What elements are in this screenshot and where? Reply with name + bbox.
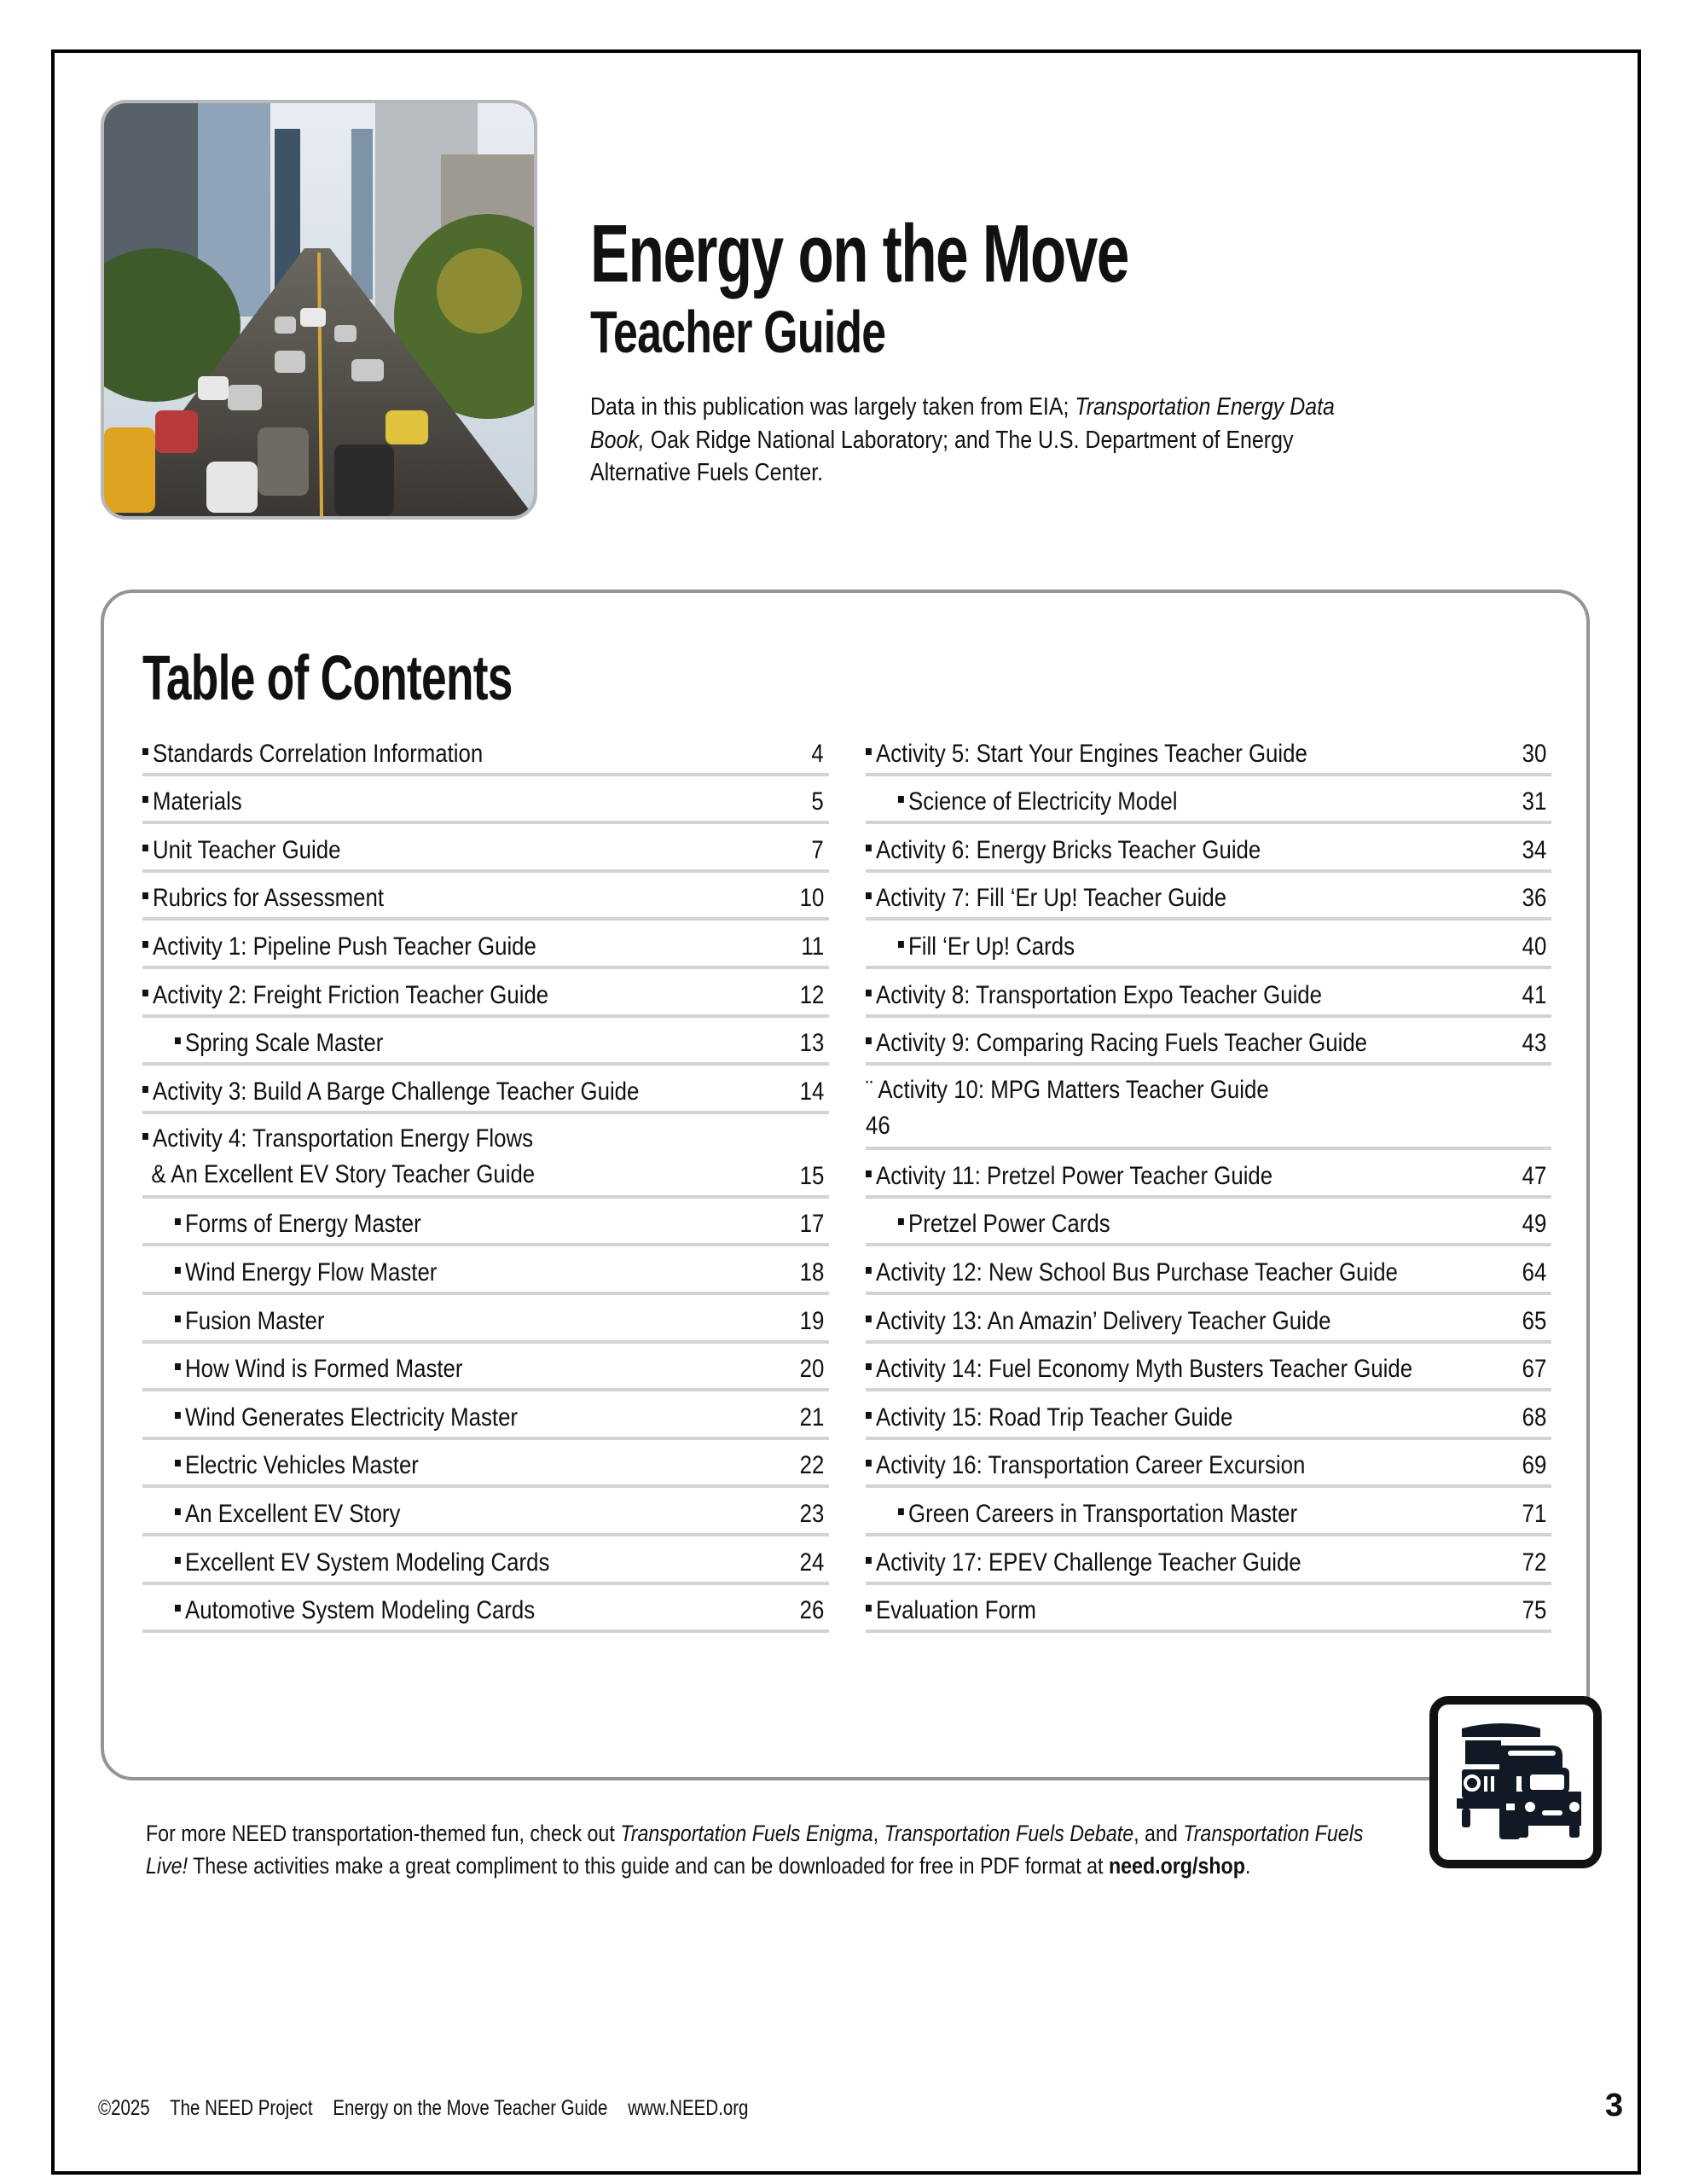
bullet-icon bbox=[175, 1267, 181, 1274]
toc-entry-page: 4 bbox=[811, 739, 824, 768]
bullet-icon bbox=[175, 1557, 181, 1564]
toc-entry-label: Activity 8: Transportation Expo Teacher Guide bbox=[866, 979, 1396, 1012]
bullet-icon bbox=[866, 1460, 872, 1467]
toc-entry-label: Activity 2: Freight Friction Teacher Guide bbox=[142, 979, 615, 1012]
bullet-icon bbox=[866, 1037, 872, 1044]
toc-entry-label: An Excellent EV Story bbox=[175, 1498, 437, 1531]
toc-entry[interactable] bbox=[142, 1585, 829, 1634]
toc-entry-label: Wind Generates Electricity Master bbox=[175, 1402, 573, 1434]
toc-entry-label: Fill ‘Er Up! Cards bbox=[898, 931, 1104, 963]
toc-entry[interactable] bbox=[142, 1295, 829, 1344]
toc-entry[interactable] bbox=[866, 1246, 1551, 1295]
toc-entry-label: Green Careers in Transportation Master bbox=[898, 1498, 1362, 1531]
toc-entry[interactable] bbox=[866, 873, 1551, 921]
toc-entry[interactable] bbox=[866, 1344, 1551, 1392]
toc-entry-page: 21 bbox=[799, 1403, 824, 1432]
toc-entry-page: 69 bbox=[1522, 1451, 1546, 1480]
toc-entry-page: 64 bbox=[1522, 1258, 1546, 1287]
document-title: Energy on the Move bbox=[590, 208, 1128, 299]
toc-entry[interactable] bbox=[866, 1391, 1551, 1440]
toc-entry-label: Materials bbox=[142, 786, 258, 818]
bullet-icon bbox=[175, 1460, 181, 1467]
bullet-icon bbox=[175, 1605, 181, 1612]
toc-entry-page: 40 bbox=[1522, 932, 1546, 961]
toc-entry-label: Activity 13: An Amazin’ Delivery Teacher Guide bbox=[866, 1305, 1406, 1338]
toc-entry-label: Activity 14: Fuel Economy Myth Busters Teacher Guide bbox=[866, 1353, 1501, 1385]
toc-entry-page: 26 bbox=[799, 1596, 824, 1625]
bullet-icon bbox=[142, 941, 148, 948]
copyright: ©2025 bbox=[98, 2096, 150, 2120]
toc-entry[interactable] bbox=[866, 1066, 1551, 1150]
transportation-vehicles-icon bbox=[1429, 1696, 1602, 1868]
toc-entry-page: 49 bbox=[1522, 1210, 1546, 1239]
toc-entry-label: Rubrics for Assessment bbox=[142, 882, 423, 915]
bullet-icon bbox=[866, 1170, 872, 1177]
toc-entry-label: Activity 11: Pretzel Power Teacher Guide bbox=[866, 1160, 1339, 1193]
bullet-icon bbox=[898, 1218, 904, 1225]
bullet-icon bbox=[866, 1557, 872, 1564]
toc-column-left bbox=[142, 728, 829, 1633]
toc-entry-label: Activity 4: Transportation Energy Flows & An Excellent EV Story Teacher Guide bbox=[142, 1121, 599, 1193]
toc-entry[interactable] bbox=[142, 1391, 829, 1440]
toc-entry-label: Activity 17: EPEV Challenge Teacher Guide bbox=[866, 1547, 1372, 1579]
more-resources-note: For more NEED transportation-themed fun, check out Transportation Fuels Enigma, Transportation Fuels Debate, and Transportation Fuels Live! These activities make a great compliment to this guide and can be downloaded for free in PDF format at need.org/shop. bbox=[146, 1821, 1364, 1879]
toc-entry[interactable] bbox=[142, 1246, 829, 1295]
bullet-icon bbox=[175, 1316, 181, 1322]
toc-entry-label: Unit Teacher Guide bbox=[142, 834, 373, 867]
bullet-icon bbox=[142, 1133, 148, 1140]
toc-entry-label: Activity 1: Pipeline Push Teacher Guide bbox=[142, 931, 600, 963]
bullet-icon bbox=[142, 845, 148, 851]
toc-entry-page: 68 bbox=[1522, 1403, 1546, 1432]
toc-entry[interactable] bbox=[866, 969, 1551, 1018]
toc-entry-page: 34 bbox=[1522, 835, 1546, 864]
bullet-icon bbox=[866, 845, 872, 851]
toc-entry-page: 20 bbox=[799, 1355, 824, 1384]
toc-entry[interactable] bbox=[142, 1488, 829, 1536]
page-footer bbox=[98, 2095, 891, 2121]
toc-entry-page: 36 bbox=[1522, 884, 1546, 913]
toc-entry[interactable] bbox=[866, 1585, 1551, 1634]
truck-bus-car-icon bbox=[1450, 1716, 1581, 1848]
toc-entry[interactable] bbox=[142, 824, 829, 873]
toc-column-right bbox=[866, 728, 1551, 1633]
toc-heading: Table of Contents bbox=[142, 642, 513, 713]
bullet-icon bbox=[866, 1267, 872, 1274]
toc-entry[interactable] bbox=[866, 824, 1551, 873]
toc-entry[interactable] bbox=[142, 1344, 829, 1392]
toc-entry-label: Activity 6: Energy Bricks Teacher Guide bbox=[866, 834, 1325, 867]
toc-entry[interactable] bbox=[142, 1018, 829, 1066]
toc-entry[interactable] bbox=[866, 776, 1551, 825]
bullet-icon bbox=[142, 1086, 148, 1093]
toc-entry-page: 75 bbox=[1522, 1596, 1546, 1625]
toc-entry-label: Activity 16: Transportation Career Excursion bbox=[866, 1449, 1377, 1482]
traffic-photo-image bbox=[104, 103, 534, 516]
toc-entry[interactable] bbox=[142, 1066, 829, 1114]
toc-entry-page: 47 bbox=[1522, 1161, 1546, 1190]
org-name: The NEED Project bbox=[170, 2096, 313, 2120]
bullet-icon bbox=[866, 1605, 872, 1612]
toc-entry-label: Activity 9: Comparing Racing Fuels Teacher Guide bbox=[866, 1027, 1449, 1060]
toc-entry[interactable] bbox=[866, 1150, 1551, 1199]
toc-entry-label: Wind Energy Flow Master bbox=[175, 1257, 479, 1289]
toc-entry-page: 12 bbox=[799, 980, 824, 1009]
toc-entry[interactable] bbox=[142, 921, 829, 969]
shop-link[interactable]: need.org/shop bbox=[1108, 1853, 1245, 1879]
bullet-icon bbox=[142, 892, 148, 899]
toc-entry-label: Activity 7: Fill ‘Er Up! Teacher Guide bbox=[866, 882, 1285, 915]
toc-entry-page: 71 bbox=[1522, 1499, 1546, 1528]
toc-entry[interactable] bbox=[142, 728, 829, 776]
toc-entry-page: 72 bbox=[1522, 1548, 1546, 1577]
toc-entry[interactable] bbox=[866, 1018, 1551, 1066]
toc-entry-label: Activity 3: Build A Barge Challenge Teacher Guide bbox=[142, 1076, 720, 1108]
toc-entry[interactable] bbox=[866, 1440, 1551, 1489]
toc-entry-page: 14 bbox=[799, 1077, 824, 1106]
toc-entry-label: Standards Correlation Information bbox=[142, 738, 538, 770]
bullet-icon bbox=[142, 990, 148, 996]
toc-entry-page: 17 bbox=[799, 1210, 824, 1239]
toc-entry-label: Spring Scale Master bbox=[175, 1027, 417, 1060]
toc-entry-label: Automotive System Modeling Cards bbox=[175, 1594, 594, 1627]
bullet-icon bbox=[175, 1412, 181, 1419]
toc-entry[interactable] bbox=[866, 921, 1551, 969]
bullet-icon bbox=[898, 941, 904, 948]
toc-entry[interactable] bbox=[866, 728, 1551, 776]
toc-entry-page: 23 bbox=[799, 1499, 824, 1528]
toc-entry-page: 46 bbox=[866, 1112, 890, 1141]
toc-entry-label: Evaluation Form bbox=[866, 1594, 1064, 1627]
toc-entry[interactable] bbox=[142, 1199, 829, 1247]
toc-entry-page: 5 bbox=[811, 787, 824, 816]
bullet-icon bbox=[866, 748, 872, 755]
document-subtitle: Teacher Guide bbox=[590, 299, 886, 365]
toc-entry-page: 18 bbox=[799, 1258, 824, 1287]
toc-entry[interactable] bbox=[142, 1536, 829, 1585]
toc-entry-label: Activity 5: Start Your Engines Teacher Guide bbox=[866, 738, 1379, 770]
bullet-icon bbox=[866, 1363, 872, 1370]
toc-entry-label: ¨ Activity 10: MPG Matters Teacher Guide 46 bbox=[866, 1072, 1335, 1144]
website-link[interactable]: www.NEED.org bbox=[628, 2096, 749, 2120]
toc-entry[interactable] bbox=[866, 1295, 1551, 1344]
toc-entry-label: Activity 12: New School Bus Purchase Teacher Guide bbox=[866, 1257, 1484, 1289]
toc-entry-page: 65 bbox=[1522, 1306, 1546, 1335]
toc-entry[interactable] bbox=[142, 873, 829, 921]
toc-entry[interactable] bbox=[142, 969, 829, 1018]
toc-entry-page: 41 bbox=[1522, 980, 1546, 1009]
data-source-note: Data in this publication was largely taken from EIA; Transportation Energy Data Book, Oak Ridge National Laboratory; and The U.S. Department of Energy Alternative Fuels Center. bbox=[590, 393, 1335, 486]
toc-entry-page: 10 bbox=[799, 884, 824, 913]
toc-entry[interactable] bbox=[142, 1114, 829, 1199]
toc-entry[interactable] bbox=[142, 776, 829, 825]
toc-entry-page: 67 bbox=[1522, 1355, 1546, 1384]
bullet-icon bbox=[175, 1218, 181, 1225]
toc-entry-label: Activity 15: Road Trip Teacher Guide bbox=[866, 1402, 1292, 1434]
bullet-icon bbox=[898, 796, 904, 803]
toc-entry-page: 19 bbox=[799, 1306, 824, 1335]
toc-entry-page: 43 bbox=[1522, 1029, 1546, 1058]
toc-entry-label: Science of Electricity Model bbox=[898, 786, 1223, 818]
toc-entry[interactable] bbox=[142, 1440, 829, 1489]
toc-entry-page: 15 bbox=[799, 1161, 824, 1190]
toc-entry-label: Forms of Energy Master bbox=[175, 1208, 461, 1240]
guide-name: Energy on the Move Teacher Guide bbox=[333, 2096, 608, 2120]
cover-photo bbox=[101, 100, 537, 520]
bullet-icon bbox=[175, 1508, 181, 1515]
toc-entry-page: 30 bbox=[1522, 739, 1546, 768]
bullet-icon bbox=[866, 1412, 872, 1419]
bullet-icon bbox=[898, 1508, 904, 1515]
bullet-icon bbox=[866, 892, 872, 899]
bullet-icon bbox=[142, 796, 148, 803]
toc-entry-page: 7 bbox=[811, 835, 824, 864]
toc-entry-label: Fusion Master bbox=[175, 1305, 349, 1338]
bullet-icon bbox=[866, 1316, 872, 1322]
bullet-icon bbox=[866, 990, 872, 996]
bullet-icon bbox=[175, 1037, 181, 1044]
toc-entry-page: 24 bbox=[799, 1548, 824, 1577]
toc-entry-label: Pretzel Power Cards bbox=[898, 1208, 1145, 1240]
toc-entry-label: Electric Vehicles Master bbox=[175, 1449, 458, 1482]
toc-entry-page: 11 bbox=[801, 932, 824, 961]
bullet-icon bbox=[175, 1363, 181, 1370]
bullet-icon bbox=[142, 748, 148, 755]
toc-entry[interactable] bbox=[866, 1199, 1551, 1247]
toc-entry-label: How Wind is Formed Master bbox=[175, 1353, 509, 1385]
toc-entry-page: 31 bbox=[1522, 787, 1546, 816]
toc-entry[interactable] bbox=[866, 1536, 1551, 1585]
toc-entry-label: Excellent EV System Modeling Cards bbox=[175, 1547, 611, 1579]
toc-entry-page: 13 bbox=[799, 1029, 824, 1058]
page-number: 3 bbox=[1605, 2088, 1624, 2123]
toc-entry[interactable] bbox=[866, 1488, 1551, 1536]
toc-entry-page: 22 bbox=[799, 1451, 824, 1480]
